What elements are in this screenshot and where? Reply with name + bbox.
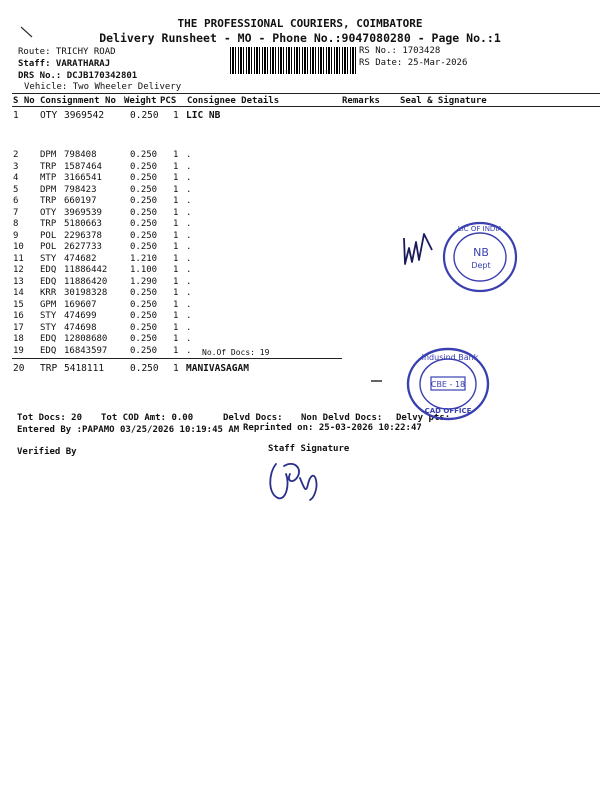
row-number: 12808680: [64, 334, 108, 344]
bank-stamp-bottom: CAD OFFICE: [424, 407, 472, 415]
section-rule: [12, 358, 342, 359]
company-name: THE PROFESSIONAL COURIERS, COIMBATORE: [177, 17, 423, 30]
barcode: [230, 47, 356, 74]
col-remarks: Remarks: [342, 96, 380, 106]
row-pcs: 1: [173, 265, 179, 275]
verified-by: Verified By: [17, 447, 77, 457]
runsheet-title: Delivery Runsheet - MO - Phone No.:9047080280 - Page No.:1: [99, 31, 501, 45]
row-weight: 1.100: [130, 265, 158, 275]
row-number: 16843597: [64, 345, 108, 356]
tot-docs: Tot Docs: 20: [17, 413, 83, 423]
row-details: .: [186, 334, 192, 344]
row-details: .: [186, 288, 192, 298]
row-prefix: EDQ: [40, 276, 57, 287]
row-prefix: OTY: [40, 207, 57, 218]
row-sno: 6: [13, 196, 19, 206]
col-consignment: Consignment No: [40, 96, 116, 106]
row-weight: 0.250: [130, 219, 158, 229]
row-details: .: [186, 150, 192, 160]
row-prefix: EDQ: [40, 345, 57, 356]
row-sno: 13: [13, 276, 24, 287]
row-number: 474682: [64, 253, 97, 264]
row-details: .: [186, 276, 192, 287]
reprinted-on: Reprinted on: 25-03-2026 10:22:47: [243, 423, 422, 433]
row-pcs: 1: [173, 150, 179, 160]
row-details: .: [186, 230, 192, 241]
row-weight: 0.250: [130, 196, 158, 206]
row-details: .: [186, 299, 192, 310]
row-weight: 0.250: [130, 345, 158, 356]
row-weight: 0.250: [130, 363, 159, 374]
pen-mark: [18, 24, 38, 42]
row-weight: 0.250: [130, 161, 158, 172]
row-pcs: 1: [173, 253, 179, 264]
row-sno: 4: [13, 173, 19, 183]
row-details: .: [186, 196, 192, 206]
receiver-signature-1: [400, 228, 440, 272]
row-prefix: OTY: [40, 110, 58, 121]
row-pcs: 1: [173, 276, 179, 287]
row-pcs: 1: [173, 299, 179, 310]
col-sno: S No: [13, 96, 35, 106]
row-number: 11886420: [64, 276, 108, 287]
row-weight: 0.250: [130, 173, 158, 183]
delvd-docs: Delvd Docs:: [223, 413, 283, 423]
row-weight: 0.250: [130, 150, 158, 160]
row-sno: 12: [13, 265, 24, 275]
row-details: .: [186, 242, 192, 252]
row-details: .: [186, 253, 192, 264]
row-sno: 17: [13, 322, 24, 333]
row-pcs: 1: [173, 363, 179, 374]
row-sno: 7: [13, 207, 19, 218]
row-pcs: 1: [173, 345, 179, 356]
row-pcs: 1: [173, 110, 179, 121]
entered-by: Entered By :PAPAMO 03/25/2026 10:19:45 AM: [17, 425, 240, 435]
row-prefix: DPM: [40, 150, 57, 160]
row-pcs: 1: [173, 184, 179, 195]
row-pcs: 1: [173, 161, 179, 172]
row-prefix: EDQ: [40, 265, 57, 275]
row-prefix: POL: [40, 242, 57, 252]
row-pcs: 1: [173, 242, 179, 252]
row-weight: 0.250: [130, 207, 158, 218]
row-details: .: [186, 265, 192, 275]
row-weight: 1.290: [130, 276, 158, 287]
row-pcs: 1: [173, 334, 179, 344]
vehicle-label: Vehicle: Two Wheeler Delivery: [24, 82, 182, 92]
row-details: MANIVASAGAM: [186, 363, 249, 374]
row-pcs: 1: [173, 219, 179, 229]
row-prefix: EDQ: [40, 334, 57, 344]
row-details: .: [186, 322, 192, 333]
row-number: 798408: [64, 150, 97, 160]
row-pcs: 1: [173, 230, 179, 241]
row-sno: 2: [13, 150, 19, 160]
row-sno: 20: [13, 363, 25, 374]
row-details: .: [186, 219, 192, 229]
staff-signature-label: Staff Signature: [268, 444, 350, 454]
tot-cod-amt: Tot COD Amt: 0.00: [101, 413, 194, 423]
row-prefix: GPM: [40, 299, 57, 310]
row-sno: 15: [13, 299, 24, 310]
row-prefix: DPM: [40, 184, 57, 195]
header-bottom-rule: [12, 106, 600, 107]
row-details: .: [186, 345, 192, 356]
lic-stamp-sub: Dept: [471, 261, 491, 270]
drs-number: DRS No.: DCJB170342801: [18, 71, 138, 81]
row-pcs: 1: [173, 311, 179, 321]
row-sno: 10: [13, 242, 24, 252]
row-weight: 0.250: [130, 311, 158, 321]
row-weight: 1.210: [130, 253, 158, 264]
row-weight: 0.250: [130, 230, 158, 241]
row-details: .: [186, 311, 192, 321]
row-weight: 0.250: [130, 184, 158, 195]
row-pcs: 1: [173, 322, 179, 333]
row-weight: 0.250: [130, 322, 158, 333]
row-details: .: [186, 173, 192, 183]
row-prefix: TRP: [40, 219, 57, 229]
row-weight: 0.250: [130, 242, 158, 252]
row-prefix: TRP: [40, 196, 57, 206]
row-prefix: STY: [40, 253, 57, 264]
lic-stamp-seal: [440, 218, 522, 296]
header-top-rule: [12, 93, 600, 94]
row-number: 474698: [64, 322, 97, 333]
no-of-docs: No.Of Docs: 19: [202, 348, 270, 357]
row-number: 798423: [64, 184, 97, 195]
rs-date: RS Date: 25-Mar-2026: [359, 58, 468, 68]
row-details: .: [186, 161, 192, 172]
row-number: 2296378: [64, 230, 102, 241]
row-pcs: 1: [173, 173, 179, 183]
row-sno: 11: [13, 253, 24, 264]
bank-stamp-top: Indusind Bank: [421, 353, 479, 362]
row-sno: 16: [13, 311, 24, 321]
row-number: 474699: [64, 311, 97, 321]
non-delvd-docs: Non Delvd Docs:: [301, 413, 383, 423]
route-label: Route: TRICHY ROAD: [18, 47, 116, 57]
row-number: 1587464: [64, 161, 102, 172]
row-weight: 0.250: [130, 288, 158, 298]
row-pcs: 1: [173, 196, 179, 206]
row-sno: 19: [13, 345, 24, 356]
row-prefix: POL: [40, 230, 57, 241]
row-number: 169607: [64, 299, 97, 310]
row-details: LIC NB: [186, 110, 221, 121]
row-prefix: MTP: [40, 173, 57, 183]
row-details: .: [186, 207, 192, 218]
row-number: 3166541: [64, 173, 102, 183]
col-pcs: PCS: [160, 96, 177, 106]
row-prefix: STY: [40, 322, 57, 333]
row-sno: 8: [13, 219, 19, 229]
row-number: 30198328: [64, 288, 108, 298]
col-weight: Weight: [124, 96, 157, 106]
row-weight: 0.250: [130, 299, 158, 310]
row-sno: 18: [13, 334, 24, 344]
bank-stamp-center: CBE - 18: [430, 380, 466, 389]
bank-stamp-seal: [404, 346, 492, 422]
row-pcs: 1: [173, 288, 179, 298]
row-sno: 9: [13, 230, 19, 241]
rs-number: RS No.: 1703428: [359, 46, 441, 56]
row-number: 11886442: [64, 265, 108, 275]
lic-stamp-top: LIC OF INDIA: [457, 225, 503, 233]
row-number: 3969542: [64, 110, 105, 121]
delvy-pts: Delvy pts:: [396, 413, 451, 423]
row-prefix: KRR: [40, 288, 57, 298]
row-prefix: TRP: [40, 363, 58, 374]
row-number: 5418111: [64, 363, 105, 374]
row-number: 660197: [64, 196, 97, 206]
row-prefix: TRP: [40, 161, 57, 172]
col-seal-signature: Seal & Signature: [400, 96, 487, 106]
row-prefix: STY: [40, 311, 57, 321]
row-number: 3969539: [64, 207, 102, 218]
staff-label: Staff: VARATHARAJ: [18, 59, 111, 69]
row-pcs: 1: [173, 207, 179, 218]
row-sno: 1: [13, 110, 19, 121]
row-number: 5180663: [64, 219, 102, 229]
row-details: .: [186, 184, 192, 195]
row-sno: 3: [13, 161, 19, 172]
staff-signature: [264, 454, 328, 506]
col-consignee-details: Consignee Details: [187, 96, 280, 106]
row-sno: 5: [13, 184, 19, 195]
row-number: 2627733: [64, 242, 102, 252]
lic-stamp-center: NB: [473, 246, 489, 259]
row-weight: 0.250: [130, 110, 159, 121]
dash-mark: [370, 378, 384, 384]
row-sno: 14: [13, 288, 24, 298]
row-weight: 0.250: [130, 334, 158, 344]
